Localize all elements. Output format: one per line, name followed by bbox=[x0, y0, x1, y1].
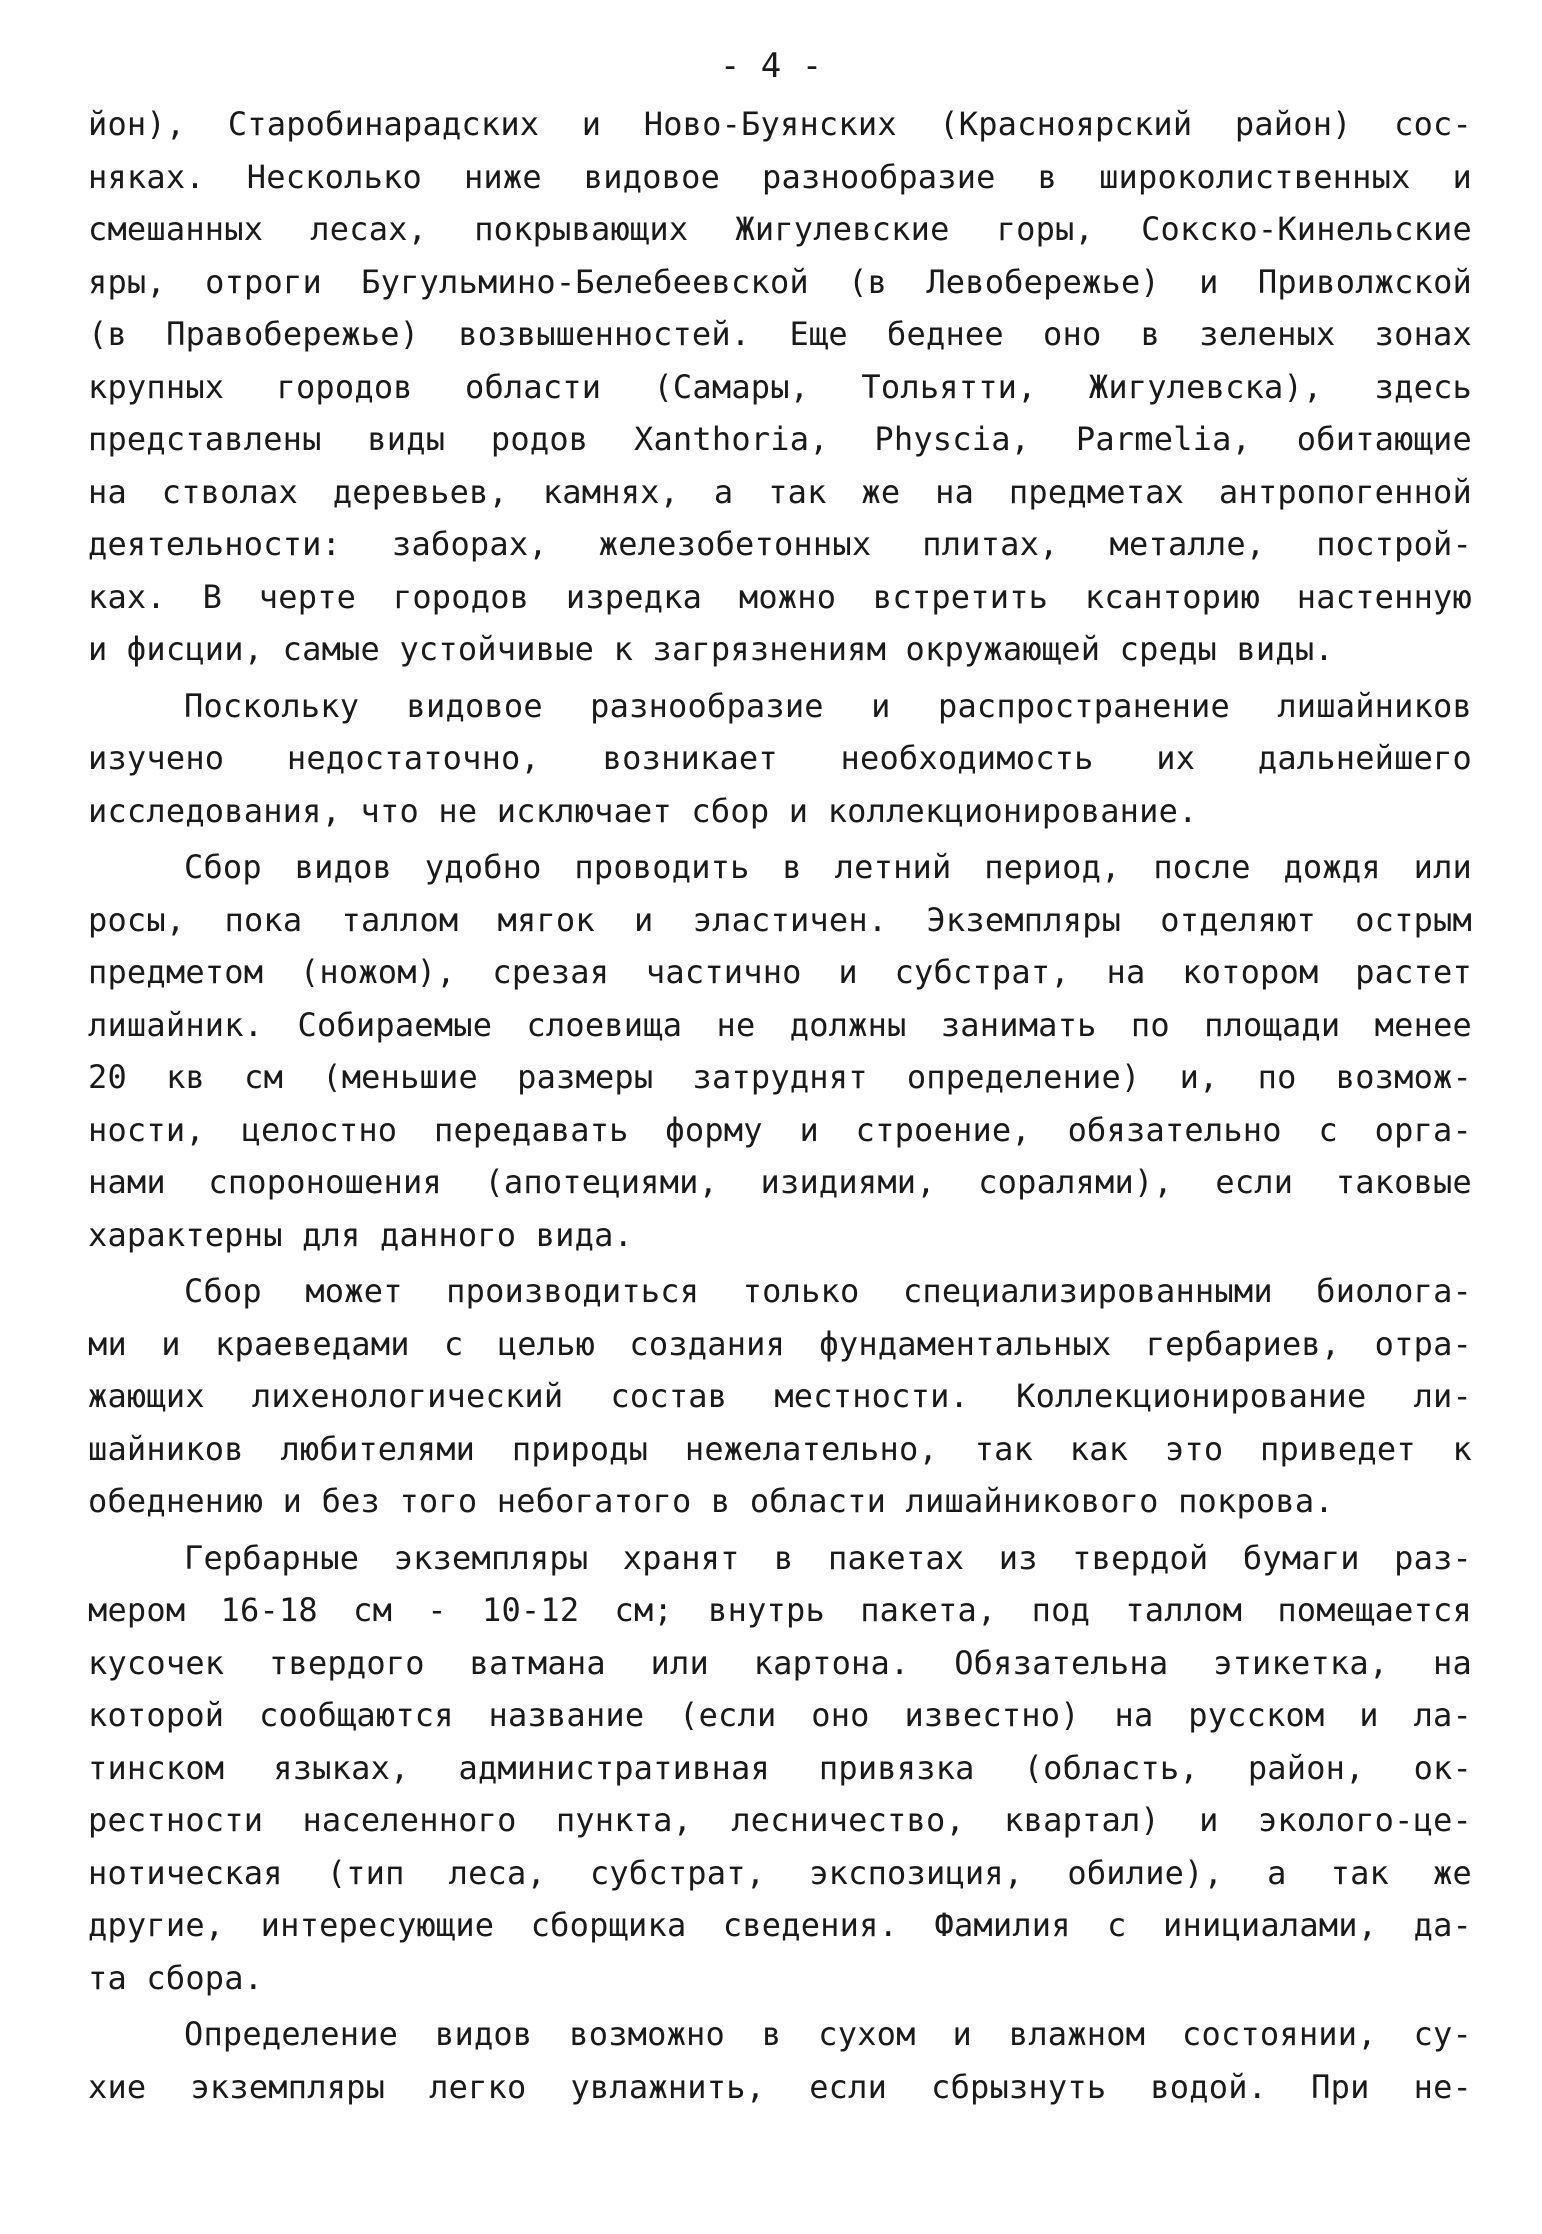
text-line: на стволах деревьев, камнях, а так же на предметах антропогенной bbox=[88, 472, 1472, 511]
text-line: ности, целостно передавать форму и строение, обязательно с орга- bbox=[88, 1110, 1472, 1149]
text-line: исследования, что не исключает сбор и коллекционирование. bbox=[88, 791, 1198, 830]
text-line: обеднению и без того небогатого в области лишайникового покрова. bbox=[88, 1482, 1334, 1520]
text-line: Гербарные экземпляры хранят в пакетах из твердой бумаги раз- bbox=[184, 1538, 1472, 1577]
text-line: предметом (ножом), срезая частично и субстрат, на котором растет bbox=[88, 953, 1472, 991]
text-line: изучено недостаточно, возникает необходимость их дальнейшего bbox=[88, 739, 1472, 777]
body-text bbox=[88, 98, 1472, 2113]
text-line: представлены виды родов Xanthoria, Physcia, Parmelia, обитающие bbox=[88, 420, 1472, 458]
text-line: нами спороношения (апотециями, изидиями, соралями), если таковые bbox=[88, 1163, 1472, 1201]
text-line: смешанных лесах, покрывающих Жигулевские горы, Сокско-Кинельские bbox=[88, 210, 1472, 248]
text-line: крупных городов области (Самары, Тольятти, Жигулевска), здесь bbox=[88, 367, 1472, 406]
text-line: та сбора. bbox=[88, 1958, 264, 1997]
text-line: деятельности: заборах, железобетонных плитах, металле, построй- bbox=[88, 525, 1472, 563]
text-line: няках. Несколько ниже видовое разнообразие в широколиственных и bbox=[88, 157, 1472, 196]
text-line: Определение видов возможно в сухом и влажном состоянии, су- bbox=[184, 2015, 1472, 2053]
page-number: - 4 - bbox=[719, 46, 823, 86]
text-line: лишайник. Собираемые слоевища не должны занимать по площади менее bbox=[88, 1005, 1472, 1044]
text-line: нотическая (тип леса, субстрат, экспозиция, обилие), а так же bbox=[88, 1853, 1472, 1892]
text-line: другие, интересующие сборщика сведения. Фамилия с инициалами, да- bbox=[88, 1906, 1472, 1944]
text-line: Сбор видов удобно проводить в летний период, после дождя или bbox=[184, 848, 1472, 886]
text-line: (в Правобережье) возвышенностей. Еще беднее оно в зеленых зонах bbox=[88, 315, 1472, 353]
text-line: которой сообщаются название (если оно известно) на русском и ла- bbox=[88, 1696, 1472, 1734]
text-line: хие экземпляры легко увлажнить, если сбрызнуть водой. При не- bbox=[88, 2067, 1472, 2106]
text-line: яры, отроги Бугульмино-Белебеевской (в Левобережье) и Приволжской bbox=[88, 262, 1472, 301]
text-line: тинском языках, административная привязка (область, район, ок- bbox=[88, 1748, 1472, 1787]
text-line: рестности населенного пункта, лесничество, квартал) и эколого-це- bbox=[88, 1801, 1472, 1839]
text-line: мером 16-18 см - 10-12 см; внутрь пакета, под таллом помещается bbox=[88, 1591, 1472, 1629]
text-line: 20 кв см (меньшие размеры затруднят определение) и, по возмож- bbox=[88, 1058, 1472, 1096]
text-line: шайников любителями природы нежелательно, так как это приведет к bbox=[88, 1429, 1472, 1468]
text-line: ках. В черте городов изредка можно встретить ксанторию настенную bbox=[88, 577, 1472, 616]
text-line: кусочек твердого ватмана или картона. Обязательна этикетка, на bbox=[88, 1643, 1472, 1682]
text-line: ми и краеведами с целью создания фундаментальных гербариев, отра- bbox=[88, 1324, 1472, 1363]
text-line: характерны для данного вида. bbox=[88, 1215, 634, 1254]
text-line: жающих лихенологический состав местности. Коллекционирование ли- bbox=[88, 1377, 1472, 1415]
text-line: Сбор может производиться только специализированными биолога- bbox=[184, 1272, 1472, 1310]
text-line: росы, пока таллом мягок и эластичен. Экземпляры отделяют острым bbox=[88, 900, 1472, 939]
text-line: и фисции, самые устойчивые к загрязнениям окружающей среды виды. bbox=[88, 630, 1334, 668]
text-line: йон), Старобинарадских и Ново-Буянских (Красноярский район) сос- bbox=[88, 105, 1472, 143]
text-line: Поскольку видовое разнообразие и распространение лишайников bbox=[184, 686, 1472, 725]
